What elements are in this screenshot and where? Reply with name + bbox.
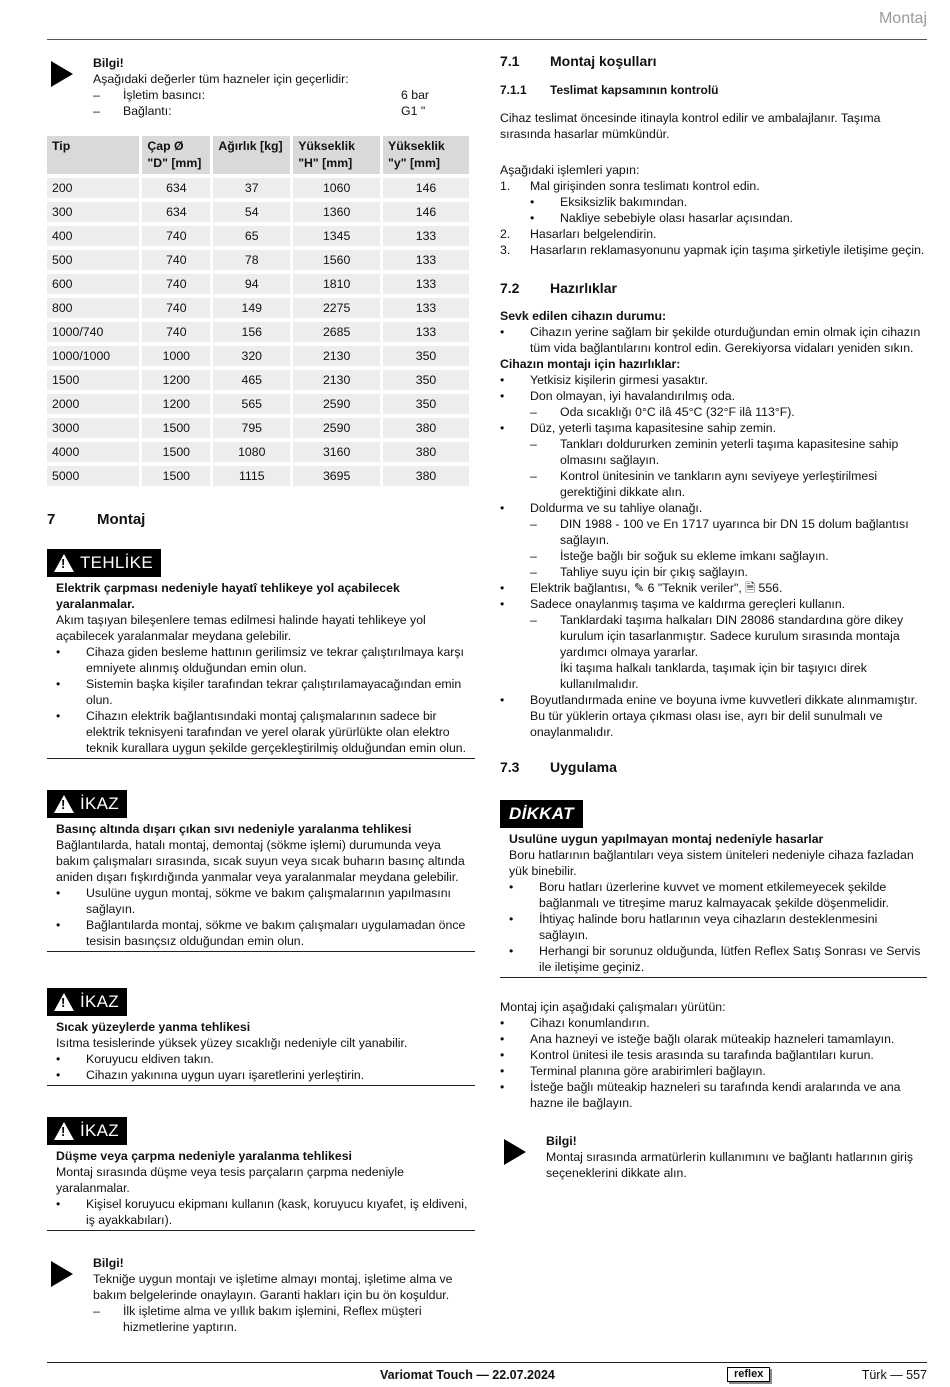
list-item: – İsteğe bağlı bir soğuk su ekleme imkanı sağlayın.: [530, 549, 829, 563]
table-cell: 1115: [213, 466, 290, 486]
col-header: Çap Ø "D" [mm]: [142, 136, 210, 174]
table-cell: 133: [383, 322, 469, 342]
table-cell: 300: [47, 202, 139, 222]
table-cell: 1500: [142, 466, 210, 486]
subheading: Sevk edilen cihazın durumu:: [500, 309, 667, 323]
table-cell: 133: [383, 250, 469, 270]
list-item: • Don olmayan, iyi havalandırılmış oda.: [500, 389, 736, 403]
table-cell: 1500: [142, 442, 210, 462]
table-cell: 1345: [293, 226, 380, 246]
table-cell: 465: [213, 370, 290, 390]
table-cell: 3695: [293, 466, 380, 486]
section-title-7-1-1: 7.1.1 Teslimat kapsamının kontrolü: [500, 83, 719, 97]
warning-caution: [500, 800, 927, 978]
col-header: Ağırlık [kg]: [213, 136, 290, 174]
table-row: [47, 322, 469, 342]
warning-text: Boru hatlarının bağlantıları veya sistem üniteleri nedeniyle cihaza fazladan yük binebilir.: [509, 848, 914, 878]
table-cell: 1500: [142, 418, 210, 438]
table-cell: 400: [47, 226, 139, 246]
table-cell: 800: [47, 298, 139, 318]
table-cell: 133: [383, 274, 469, 294]
warning-badge: ! İKAZ: [47, 790, 127, 818]
danger-badge: ! TEHLİKE: [47, 549, 161, 577]
warning-heading: Usulüne uygun yapılmayan montaj nedeniyle hasarlar: [509, 832, 824, 846]
info-note-fittings: [500, 1133, 927, 1181]
table-cell: 2130: [293, 346, 380, 366]
list-item: • Cihazın yakınına uygun uyarı işaretlerini yerleştirin.: [56, 1068, 365, 1082]
warning-heading: Elektrik çarpması nedeniyle hayatî tehlikeye yol açabilecek yaralanmalar.: [56, 581, 400, 611]
info-text: Montaj sırasında armatürlerin kullanımını ve bağlantı hatlarının giriş seçeneklerini dikkate alın.: [546, 1150, 914, 1180]
table-cell: 2685: [293, 322, 380, 342]
table-cell: 1810: [293, 274, 380, 294]
warning-badge: ! İKAZ: [47, 1117, 127, 1145]
warning-fall: [47, 1117, 475, 1231]
table-cell: 2590: [293, 394, 380, 414]
table-row: [47, 370, 469, 390]
table-cell: 740: [142, 298, 210, 318]
list-item: – Tanklardaki taşıma halkaları DIN 28086 standardına göre dikey kurulum için tasarlanmıştır. Sadece kurulum sırasında montaja yardımcı olmaya yararlar.: [530, 613, 904, 659]
table-cell: 5000: [47, 466, 139, 486]
table-row: [47, 442, 469, 462]
paragraph: Aşağıdaki işlemleri yapın:: [500, 163, 640, 177]
list-item: • Doldurma ve su tahliye olanağı.: [500, 501, 703, 515]
list-item: • Cihazın elektrik bağlantısındaki montaj çalışmalarının sadece bir elektrik teknisyeni tarafından ve yerel olarak yürürlükte olan elektro teknik kurallara uygun şekilde gerçekleştirilmiş olduğundan emin olun.: [56, 709, 467, 755]
warning-triangle-icon: [54, 795, 74, 813]
step-item: 3. Hasarların reklamasyonunu yapmak için taşıma şirketiyle iletişime geçin.: [500, 243, 925, 257]
page-number: Türk — 557: [861, 1368, 927, 1382]
list-item: • Boyutlandırmada enine ve boyuna ivme kuvvetleri dikkate alınmamıştır. Bu tür yüklerin ortaya çıkması olası ise, ayrı bir delil sunulmalı ve onaylanmalıdır.: [500, 693, 918, 739]
info-note-warranty: [47, 1255, 475, 1335]
table-cell: 3000: [47, 418, 139, 438]
header-title: Montaj: [878, 10, 927, 27]
info-arrow-icon: [51, 61, 73, 87]
warning-heading: Basınç altında dışarı çıkan sıvı nedeniyle yaralanma tehlikesi: [56, 822, 412, 836]
list-item: • Terminal planına göre arabirimleri bağlayın.: [500, 1064, 766, 1078]
table-cell: 1500: [47, 370, 139, 390]
warning-pressure: [47, 790, 475, 952]
table-cell: 1360: [293, 202, 380, 222]
table-cell: 3160: [293, 442, 380, 462]
info-arrow-icon: [504, 1139, 526, 1165]
table-row: [47, 418, 469, 438]
table-cell: 2590: [293, 418, 380, 438]
table-cell: 37: [213, 178, 290, 198]
info-arrow-icon: [51, 1261, 73, 1287]
table-cell: 740: [142, 226, 210, 246]
list-item: • Nakliye sebebiyle olası hasarlar açısından.: [530, 211, 794, 225]
table-cell: 500: [47, 250, 139, 270]
table-cell: 2000: [47, 394, 139, 414]
table-row: [47, 346, 469, 366]
spec-table: [44, 132, 472, 490]
col-header: Tip: [47, 136, 139, 174]
table-cell: 2275: [293, 298, 380, 318]
table-cell: 156: [213, 322, 290, 342]
table-cell: 740: [142, 322, 210, 342]
step-item: 2. Hasarları belgelendirin.: [500, 227, 657, 241]
left-column: [47, 40, 475, 1335]
warning-triangle-icon: [54, 993, 74, 1011]
warning-badge: ! İKAZ: [47, 988, 127, 1016]
table-cell: 2130: [293, 370, 380, 390]
list-item: • Eksiksizlik bakımından.: [530, 195, 688, 209]
section-title-7-2: 7.2 Hazırlıklar: [500, 280, 617, 296]
step-item: 1. Mal girişinden sonra teslimatı kontrol edin.: [500, 179, 760, 193]
table-cell: 4000: [47, 442, 139, 462]
list-item[interactable]: • Elektrik bağlantısı, ✎ 6 "Teknik veriler", 🗎 556.: [500, 581, 783, 595]
document-title: Variomat Touch — 22.07.2024: [380, 1368, 555, 1382]
table-cell: 740: [142, 274, 210, 294]
table-cell: 565: [213, 394, 290, 414]
info-note-values: [47, 55, 475, 119]
list-item: • Usulüne uygun montaj, sökme ve bakım çalışmalarının yapılmasını sağlayın.: [56, 886, 451, 916]
table-cell: 54: [213, 202, 290, 222]
warning-text: Montaj sırasında düşme veya tesis parçaların çarpma nedeniyle yaralanmalar.: [56, 1165, 404, 1195]
section-title-7-1: 7.1 Montaj koşulları: [500, 53, 657, 69]
table-cell: 133: [383, 226, 469, 246]
list-item: – Kontrol ünitesinin ve tankların aynı seviyeye yerleştirilmesi gerektiğini dikkate alın.: [530, 469, 878, 499]
table-cell: 78: [213, 250, 290, 270]
table-row: [47, 226, 469, 246]
table-cell: 1200: [142, 370, 210, 390]
list-item: • Kişisel koruyucu ekipmanı kullanın (kask, koruyucu kıyafet, iş eldiveni, iş ayakkabıları).: [56, 1197, 468, 1227]
caution-badge: DİKKAT: [500, 800, 583, 828]
table-cell: 1560: [293, 250, 380, 270]
info-item-connection: – Bağlantı: G1 ": [93, 104, 426, 118]
col-header: Yükseklik "H" [mm]: [293, 136, 380, 174]
list-item: • Bağlantılarda montaj, sökme ve bakım çalışmaları uygulamadan önce tesisin basınçsız olduğundan emin olun.: [56, 918, 466, 948]
table-cell: 795: [213, 418, 290, 438]
table-row: [47, 298, 469, 318]
warning-heading: Düşme veya çarpma nedeniyle yaralanma tehlikesi: [56, 1149, 352, 1163]
page-header: [47, 0, 927, 40]
section-title-7: 7 Montaj: [47, 511, 146, 528]
paragraph: Cihaz teslimat öncesinde itinayla kontrol edilir ve ambalajlanır. Taşıma sırasında hasarlar mümkündür.: [500, 111, 881, 141]
table-cell: 350: [383, 370, 469, 390]
info-text: Aşağıdaki değerler tüm hazneler için geçerlidir:: [93, 72, 349, 86]
table-cell: 380: [383, 466, 469, 486]
list-item: – DIN 1988 - 100 ve En 1717 uyarınca bir DN 15 dolum bağlantısı sağlayın.: [530, 517, 909, 547]
list-item: • Cihaza giden besleme hattının gerilimsiz ve tekrar çalıştırılmaya karşı emniyete alınmış olduğundan emin olun.: [56, 645, 464, 675]
list-item: • Herhangi bir sorunuz olduğunda, lütfen Reflex Satış Sonrası ve Servis ile iletişime geçiniz.: [509, 944, 921, 974]
section-title-7-3: 7.3 Uygulama: [500, 759, 617, 775]
list-item: – Tahliye suyu için bir çıkış sağlayın.: [530, 565, 748, 579]
table-cell: 1000/1000: [47, 346, 139, 366]
table-cell: 380: [383, 418, 469, 438]
list-item: • Boru hatları üzerlerine kuvvet ve moment etkilemeyecek şekilde bağlanmalı ve titreşime maruz kalmayacak şekilde döşenmelidir.: [509, 880, 889, 910]
list-item: • Koruyucu eldiven takın.: [56, 1052, 214, 1066]
subheading: Cihazın montajı için hazırlıklar:: [500, 357, 681, 371]
table-cell: 149: [213, 298, 290, 318]
page-footer: [47, 1362, 927, 1387]
table-cell: 1000/740: [47, 322, 139, 342]
table-cell: 600: [47, 274, 139, 294]
table-cell: 133: [383, 298, 469, 318]
col-header: Yükseklik "y" [mm]: [383, 136, 469, 174]
info-title: Bilgi!: [546, 1134, 577, 1148]
warning-triangle-icon: [54, 1122, 74, 1140]
table-row: [47, 274, 469, 294]
info-title: Bilgi!: [93, 1256, 124, 1270]
cross-reference-link[interactable]: Elektrik bağlantısı, ✎ 6 "Teknik veriler", 🗎 556.: [530, 581, 783, 595]
list-item: • İsteğe bağlı müteakip hazneleri su tarafında kendi aralarında ve ana hazne ile bağlayın.: [500, 1080, 901, 1110]
table-cell: 740: [142, 250, 210, 270]
warning-triangle-icon: [54, 554, 74, 572]
table-row: [47, 394, 469, 414]
right-column: [500, 40, 927, 1181]
table-cell: 380: [383, 442, 469, 462]
table-cell: 146: [383, 202, 469, 222]
table-cell: 1060: [293, 178, 380, 198]
list-item: – Oda sıcaklığı 0°C ilâ 45°C (32°F ilâ 113°F).: [530, 405, 795, 419]
table-cell: 350: [383, 394, 469, 414]
list-item: • Ana hazneyi ve isteğe bağlı olarak müteakip hazneleri tamamlayın.: [500, 1032, 895, 1046]
table-row: [47, 178, 469, 198]
paragraph: Montaj için aşağıdaki çalışmaları yürütün:: [500, 1000, 726, 1014]
warning-text: Bağlantılarda, hatalı montaj, demontaj (sökme işlemi) durumunda veya bakım çalışmaları sırasında, sıcak suyun veya sıcak buharın basınç altında aniden dışarı fışkırdığında yanmalar veya yaralanmalar meydana gelebilir.: [56, 838, 465, 884]
list-item: • Sistemin başka kişiler tarafından tekrar çalıştırılamayacağından emin olun.: [56, 677, 462, 707]
table-cell: 320: [213, 346, 290, 366]
list-item: • Cihazın yerine sağlam bir şekilde oturduğundan emin olmak için cihazın tüm vida bağlantılarını kontrol edin. Gerekiyorsa vidaları yeniden sıkın.: [500, 325, 921, 355]
table-row: [47, 466, 469, 486]
table-cell: 634: [142, 178, 210, 198]
table-cell: 200: [47, 178, 139, 198]
warning-danger: [47, 549, 475, 759]
table-cell: 65: [213, 226, 290, 246]
table-cell: 350: [383, 346, 469, 366]
warning-heading: Sıcak yüzeylerde yanma tehlikesi: [56, 1020, 251, 1034]
table-cell: 1000: [142, 346, 210, 366]
info-item-pressure: – İşletim basıncı: 6 bar: [93, 88, 430, 102]
list-item: • Düz, yeterli taşıma kapasitesine sahip zemin.: [500, 421, 777, 435]
table-cell: 94: [213, 274, 290, 294]
table-cell: 1080: [213, 442, 290, 462]
table-header-row: [47, 136, 469, 174]
info-dash-item: – İlk işletime alma ve yıllık bakım işlemini, Reflex müşteri hizmetlerine yaptırın.: [93, 1304, 422, 1334]
list-item: • Yetkisiz kişilerin girmesi yasaktır.: [500, 373, 708, 387]
warning-text: Akım taşıyan bileşenlere temas edilmesi halinde hayati tehlikeye yol açabilecek yaralanmalar meydana gelebilir.: [56, 613, 426, 643]
list-item: • Cihazı konumlandırın.: [500, 1016, 650, 1030]
list-item: • Kontrol ünitesi ile tesis arasında su tarafında bağlantıları kurun.: [500, 1048, 874, 1062]
list-item: • Sadece onaylanmış taşıma ve kaldırma gereçleri kullanın.: [500, 597, 846, 611]
info-text: Tekniğe uygun montajı ve işletime almayı montaj, işletime alma ve bakım belgelerinde onaylayın. Garanti hakları için bu ön koşuldur.: [93, 1272, 453, 1302]
info-title: Bilgi!: [93, 56, 124, 70]
list-item-continued: İki taşıma halkalı tanklarda, taşımak için bir taşıyıcı direk kullanılmalıdır.: [560, 661, 867, 691]
list-item: – Tankları doldururken zeminin yeterli taşıma kapasitesine sahip olmasını sağlayın.: [530, 437, 899, 467]
warning-hot-surface: [47, 988, 475, 1086]
table-row: [47, 202, 469, 222]
reflex-logo: reflex: [727, 1367, 770, 1382]
table-cell: 146: [383, 178, 469, 198]
warning-text: Isıtma tesislerinde yüksek yüzey sıcaklığı nedeniyle cilt yanabilir.: [56, 1036, 408, 1050]
list-item: • İhtiyaç halinde boru hatlarının veya cihazların desteklenmesini sağlayın.: [509, 912, 878, 942]
table-row: [47, 250, 469, 270]
table-cell: 634: [142, 202, 210, 222]
table-cell: 1200: [142, 394, 210, 414]
